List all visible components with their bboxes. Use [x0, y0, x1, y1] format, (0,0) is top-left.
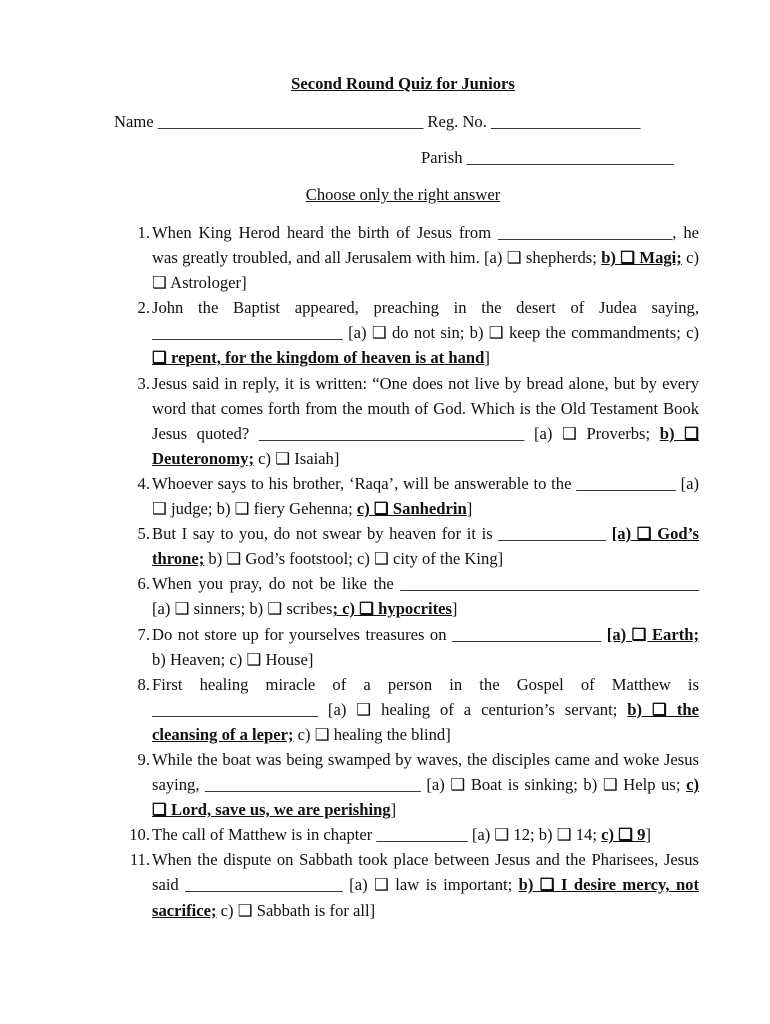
correct-answer: c) ❑ Lord, save us, we are perishing — [152, 775, 699, 820]
answer-options: c) ❑ healing the blind] — [293, 724, 451, 744]
answer-options: ] — [451, 599, 458, 619]
answer-options: [a) ❑ sinners; b) ❑ scribes — [152, 599, 333, 619]
correct-answer: b) ❑ Magi; — [601, 248, 682, 268]
correct-answer: [a) ❑ Earth; — [606, 624, 699, 644]
question-text: The call of Matthew is in chapter ___________ — [152, 825, 472, 845]
correct-answer: c) ❑ 9 — [601, 825, 646, 845]
question-text: Jesus said in reply, it is written: “One does not live by bread alone, but by every word that comes forth from the mouth of God. Which is the Old Testament Book Jesus quoted? ________________________________ — [152, 373, 699, 443]
answer-options: c) ❑ Astrologer] — [152, 248, 699, 293]
correct-answer: b) ❑ I desire mercy, not sacrifice; — [152, 875, 699, 920]
parish-line: Parish _________________________ — [421, 148, 675, 167]
answer-options: c) ❑ Isaiah] — [254, 448, 340, 468]
answer-options: ] — [645, 825, 652, 845]
answer-options: ] — [390, 800, 397, 820]
answer-options: [a) ❑ healing of a centurion’s servant; — [327, 699, 628, 719]
correct-answer: b) ❑ the cleansing of a leper; — [152, 699, 699, 744]
answer-options: b) Heaven; c) ❑ House] — [152, 649, 314, 669]
question-text: When you pray, do not be like the ____________________________________ — [152, 574, 699, 594]
question-item — [116, 847, 699, 922]
answer-options: ] — [466, 499, 473, 519]
correct-answer: [a) ❑ God’s throne; — [152, 524, 700, 569]
question-text: First healing miracle of a person in the Gospel of Matthew is ____________________ — [152, 674, 699, 719]
question-number: 11. — [129, 850, 150, 870]
question-number: 5. — [137, 524, 150, 544]
question-number: 1. — [137, 223, 150, 242]
name-regno-line: Name ________________________________ Reg. No. __________________ — [114, 112, 641, 131]
question-item — [116, 220, 699, 295]
question-text: Whoever says to his brother, ‘Raqa’, will be answerable to the ____________ — [152, 473, 681, 493]
answer-options: b) ❑ God’s footstool; c) ❑ city of the King] — [204, 549, 504, 569]
question-text: John the Baptist appeared, preaching in the desert of Judea saying, _______________________ — [152, 298, 699, 343]
answer-options: [a) ❑ judge; b) ❑ fiery Gehenna; — [152, 473, 699, 519]
instruction: Choose only the right answer — [305, 185, 501, 204]
question-item — [116, 622, 699, 672]
question-text: Do not store up for yourselves treasures on __________________ — [152, 624, 607, 644]
question-number: 8. — [137, 674, 150, 694]
question-number: 2. — [137, 298, 150, 318]
question-item — [116, 521, 699, 571]
question-item — [116, 747, 699, 822]
correct-answer: ; c) ❑ hypocrites — [332, 599, 452, 619]
correct-answer: c) ❑ Sanhedrin — [356, 499, 467, 519]
question-text: But I say to you, do not swear by heaven for it is _____________ — [152, 524, 612, 544]
question-number: 10. — [129, 825, 150, 845]
question-item — [116, 822, 699, 847]
answer-options: [a) ❑ Proverbs; — [533, 423, 660, 443]
answer-options: [a) ❑ shepherds; — [484, 248, 602, 268]
answer-options: c) ❑ Sabbath is for all] — [216, 900, 376, 920]
question-number: 3. — [137, 373, 150, 393]
question-text: While the boat was being swamped by waves, the disciples came and woke Jesus saying, __________________________ — [152, 749, 699, 795]
answer-options: [a) ❑ law is important; — [349, 875, 519, 895]
question-item — [116, 371, 699, 471]
answer-options: ] — [484, 348, 490, 368]
question-item — [116, 672, 699, 747]
question-item — [116, 571, 699, 621]
correct-answer: ❑ repent, for the kingdom of heaven is at hand — [152, 348, 485, 368]
question-text: When the dispute on Sabbath took place between Jesus and the Pharisees, Jesus said ___________________ — [152, 850, 699, 895]
answer-options: [a) ❑ 12; b) ❑ 14; — [471, 825, 602, 845]
question-number: 9. — [137, 749, 150, 769]
question-text: When King Herod heard the birth of Jesus from _____________________, he was greatly troubled, and all Jerusalem with him. — [152, 223, 699, 268]
question-item — [116, 471, 699, 521]
answer-options: [a) ❑ do not sin; b) ❑ keep the commandments; c) — [348, 323, 699, 343]
correct-answer: b) ❑ Deuteronomy; — [152, 423, 700, 468]
question-number: 4. — [137, 473, 150, 493]
question-item — [116, 295, 699, 370]
page-title: Second Round Quiz for Juniors — [291, 74, 515, 93]
answer-options: [a) ❑ Boat is sinking; b) ❑ Help us; — [426, 775, 687, 795]
question-number: 7. — [137, 624, 150, 644]
question-number: 6. — [137, 574, 150, 594]
question-list — [116, 220, 699, 923]
